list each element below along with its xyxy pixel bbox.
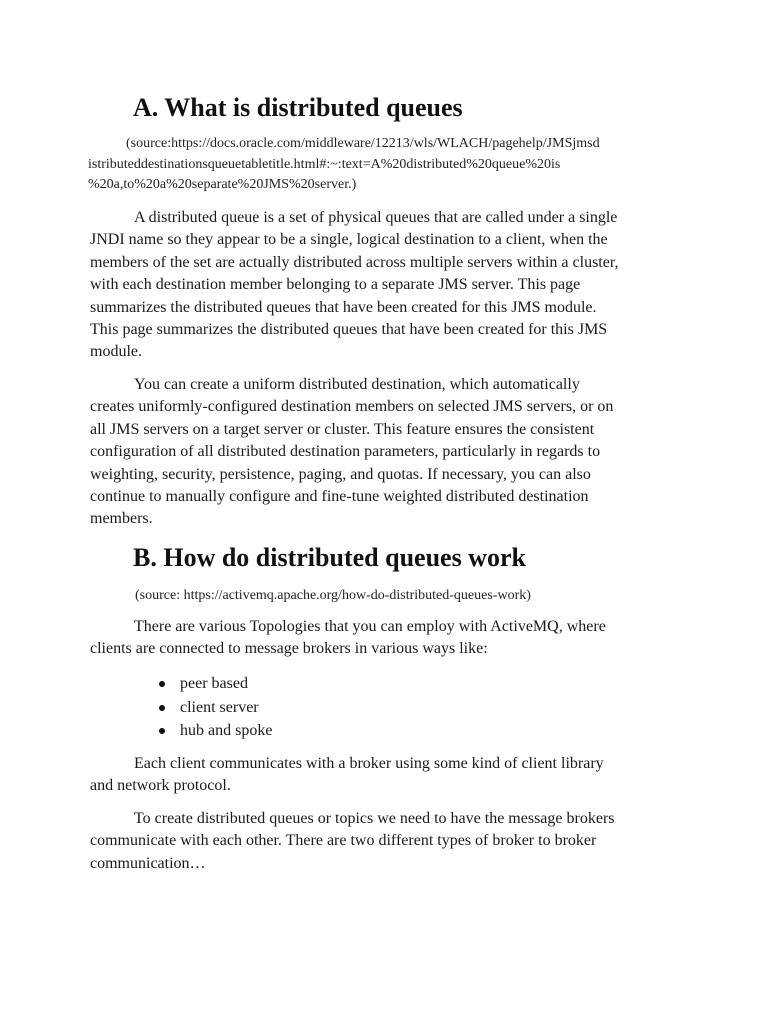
paragraph-line: communication… <box>90 854 206 872</box>
paragraph-line: all JMS servers on a target server or cluster. This feature ensures the consistent <box>90 420 595 438</box>
bullet-icon <box>159 705 165 711</box>
list-item: hub and spoke <box>158 719 272 743</box>
paragraph-line: To create distributed queues or topics we need to have the message brokers <box>134 810 615 827</box>
paragraph-line: and network protocol. <box>90 777 231 795</box>
section-b-heading: B. How do distributed queues work <box>133 543 526 572</box>
bullet-icon <box>159 728 165 734</box>
paragraph-line: A distributed queue is a set of physical queues that are called under a single <box>134 209 618 226</box>
section-a-paragraph-1 <box>90 207 680 364</box>
section-b-paragraph-1 <box>90 616 680 661</box>
section-b-source: (source: https://activemq.apache.org/how-do-distributed-queues-work) <box>135 588 531 603</box>
paragraph-line: clients are connected to message brokers in various ways like: <box>90 640 488 658</box>
section-a-source <box>88 134 688 196</box>
paragraph-line: with each destination member belonging to a separate JMS server. This page <box>90 276 581 294</box>
section-a-heading: A. What is distributed queues <box>133 93 463 122</box>
paragraph-line: members. <box>90 510 153 528</box>
section-a-source-line: %20a,to%20a%20separate%20JMS%20server.) <box>88 177 357 192</box>
paragraph-line: members of the set are actually distributed across multiple servers within a cluster, <box>90 253 619 271</box>
paragraph-line: configuration of all distributed destination parameters, particularly in regards to <box>90 443 601 461</box>
paragraph-line: creates uniformly-configured destination members on selected JMS servers, or on <box>90 398 614 416</box>
list-item: client server <box>158 696 272 720</box>
topology-list <box>158 672 272 743</box>
section-a-source-line: (source:https://docs.oracle.com/middleware/12213/wls/WLACH/pagehelp/JMSjmsd <box>126 136 600 151</box>
paragraph-line: Each client communicates with a broker using some kind of client library <box>134 755 604 772</box>
paragraph-line: weighting, security, persistence, paging, and quotas. If necessary, you can also <box>90 465 591 483</box>
paragraph-line: module. <box>90 343 142 361</box>
paragraph-line: continue to manually configure and fine-tune weighted distributed destination <box>90 488 589 506</box>
section-b-paragraph-2 <box>90 753 680 798</box>
section-a-source-line: istributeddestinationsqueuetabletitle.html#:~:text=A%20distributed%20queue%20is <box>88 156 561 172</box>
paragraph-line: There are various Topologies that you can employ with ActiveMQ, where <box>134 618 606 635</box>
paragraph-line: JNDI name so they appear to be a single, logical destination to a client, when the <box>90 231 608 249</box>
section-a-paragraph-2 <box>90 374 680 531</box>
paragraph-line: communicate with each other. There are two different types of broker to broker <box>90 832 597 850</box>
paragraph-line: summarizes the distributed queues that have been created for this JMS module. <box>90 298 597 316</box>
paragraph-line: You can create a uniform distributed destination, which automatically <box>134 376 580 393</box>
paragraph-line: This page summarizes the distributed queues that have been created for this JMS <box>90 321 608 339</box>
bullet-icon <box>159 681 165 687</box>
list-item: peer based <box>158 672 272 696</box>
section-b-paragraph-3 <box>90 808 680 875</box>
